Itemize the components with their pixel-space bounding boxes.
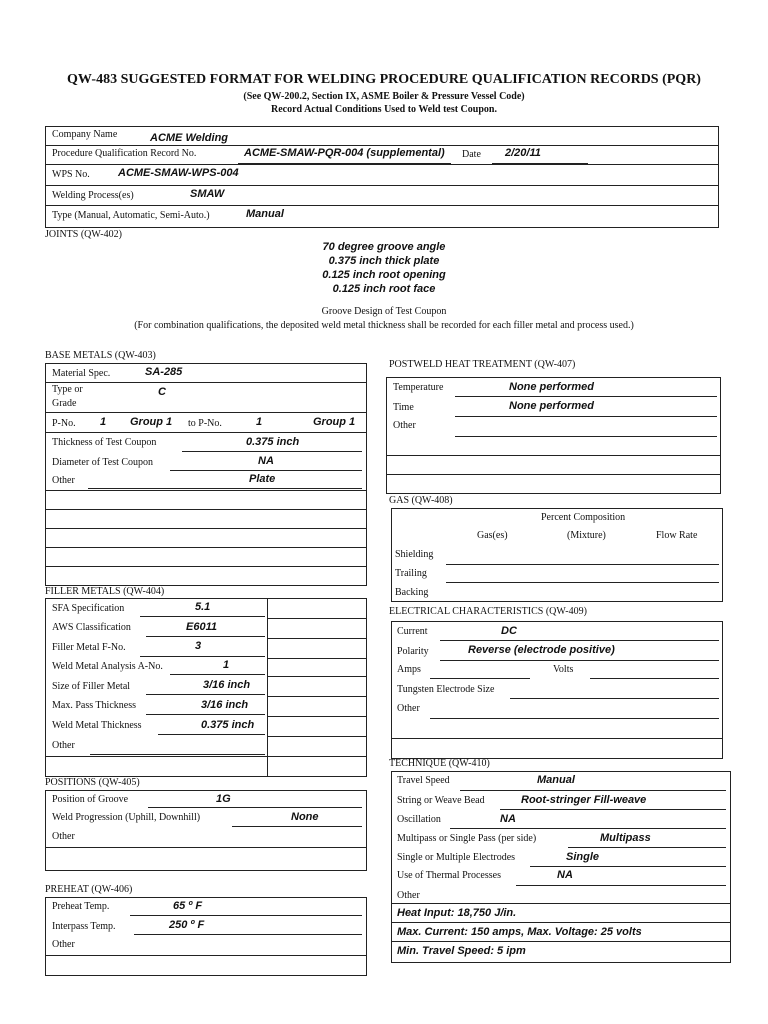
aws-label: AWS Classification xyxy=(52,622,131,633)
heat-input-value[interactable]: Heat Input: 18,750 J/in. xyxy=(397,907,517,919)
wps-value[interactable]: ACME-SMAW-WPS-004 xyxy=(118,167,239,179)
max-pass-label: Max. Pass Thickness xyxy=(52,700,136,711)
company-value[interactable]: ACME Welding xyxy=(150,132,229,144)
travel-speed-value[interactable]: Manual xyxy=(537,774,575,786)
amps-label: Amps xyxy=(397,664,421,675)
base-metals-heading: BASE METALS (QW-403) xyxy=(45,350,156,361)
preheat-heading: PREHEAT (QW-406) xyxy=(45,884,133,895)
form-title: QW-483 SUGGESTED FORMAT FOR WELDING PROCEDURE QUALIFICATION RECORDS (PQR) xyxy=(67,72,701,87)
form-subtitle: (See QW-200.2, Section IX, ASME Boiler & Pressure Vessel Code) xyxy=(243,91,525,102)
filler-heading: FILLER METALS (QW-404) xyxy=(45,586,165,597)
coupon-thickness-label: Thickness of Test Coupon xyxy=(52,437,157,448)
date-label: Date xyxy=(462,149,481,160)
material-spec-label: Material Spec. xyxy=(52,368,111,379)
polarity-value[interactable]: Reverse (electrode positive) xyxy=(468,644,615,656)
interpass-temp-label: Interpass Temp. xyxy=(52,921,116,932)
gas-shielding-label: Shielding xyxy=(395,549,434,560)
progression-label: Weld Progression (Uphill, Downhill) xyxy=(52,812,201,823)
aws-value[interactable]: E6011 xyxy=(186,621,217,633)
gas-backing-label: Backing xyxy=(395,587,429,598)
groove-caption: Groove Design of Test Coupon xyxy=(321,306,447,317)
pno-value[interactable]: 1 xyxy=(100,416,107,428)
material-spec-value[interactable]: SA-285 xyxy=(145,366,183,378)
preheat-other-label: Other xyxy=(52,939,75,950)
sfa-value[interactable]: 5.1 xyxy=(195,601,211,613)
joint-line-1: 70 degree groove angle xyxy=(322,241,446,253)
coupon-diameter-value[interactable]: NA xyxy=(258,455,274,467)
gas-heading: GAS (QW-408) xyxy=(389,495,453,506)
oscillation-label: Oscillation xyxy=(397,814,441,825)
multipass-label: Multipass or Single Pass (per side) xyxy=(397,833,537,844)
max-pass-value[interactable]: 3/16 inch xyxy=(201,699,249,711)
oscillation-value[interactable]: NA xyxy=(500,813,516,825)
joints-heading: JOINTS (QW-402) xyxy=(45,229,122,240)
pqr-label: Procedure Qualification Record No. xyxy=(52,148,197,159)
max-current-value[interactable]: Max. Current: 150 amps, Max. Voltage: 25 volts xyxy=(397,926,642,938)
filler-other-label: Other xyxy=(52,740,75,751)
groove-position-label: Position of Groove xyxy=(52,794,129,805)
electrical-other-label: Other xyxy=(397,703,420,714)
fno-label: Filler Metal F-No. xyxy=(52,642,126,653)
gas-col-mixture: (Mixture) xyxy=(567,530,606,541)
preheat-temp-label: Preheat Temp. xyxy=(52,901,110,912)
electrical-heading: ELECTRICAL CHARACTERISTICS (QW-409) xyxy=(389,606,587,617)
combination-note: (For combination qualifications, the deposited weld metal thickness shall be recorded for each filler metal and process used.) xyxy=(134,320,634,331)
positions-other-label: Other xyxy=(52,831,75,842)
progression-value[interactable]: None xyxy=(291,811,319,823)
thermal-value[interactable]: NA xyxy=(557,869,573,881)
process-value[interactable]: SMAW xyxy=(190,188,225,200)
bead-value[interactable]: Root-stringer Fill-weave xyxy=(521,794,647,806)
current-value[interactable]: DC xyxy=(501,625,517,637)
to-pno-label: to P-No. xyxy=(188,418,222,429)
base-other-label: Other xyxy=(52,475,75,486)
form-instruction: Record Actual Conditions Used to Weld test Coupon. xyxy=(271,104,497,115)
groove-position-value[interactable]: 1G xyxy=(216,793,231,805)
joint-line-3: 0.125 inch root opening xyxy=(322,269,446,281)
pqr-value[interactable]: ACME-SMAW-PQR-004 (supplemental) xyxy=(244,147,445,159)
pwht-other-label: Other xyxy=(393,420,416,431)
group1-value[interactable]: Group 1 xyxy=(130,416,173,428)
weld-thickness-value[interactable]: 0.375 inch xyxy=(201,719,255,731)
process-label: Welding Process(es) xyxy=(52,190,134,201)
coupon-diameter-label: Diameter of Test Coupon xyxy=(52,457,154,468)
sfa-label: SFA Specification xyxy=(52,603,125,614)
base-metals-box xyxy=(45,363,367,586)
type-grade-label-2: Grade xyxy=(52,398,77,409)
volts-label: Volts xyxy=(553,664,574,675)
electrodes-value[interactable]: Single xyxy=(566,851,600,863)
technique-heading: TECHNIQUE (QW-410) xyxy=(389,758,490,769)
wps-label: WPS No. xyxy=(52,169,90,180)
type-label: Type (Manual, Automatic, Semi-Auto.) xyxy=(52,210,210,221)
weld-thickness-label: Weld Metal Thickness xyxy=(52,720,142,731)
gas-percent-composition: Percent Composition xyxy=(541,512,626,523)
fno-value[interactable]: 3 xyxy=(195,640,202,652)
gas-trailing-label: Trailing xyxy=(395,568,427,579)
pwht-time-value[interactable]: None performed xyxy=(509,400,594,412)
type-grade-label: Type or xyxy=(52,384,83,395)
preheat-temp-value[interactable]: 65 º F xyxy=(173,900,203,912)
thermal-label: Use of Thermal Processes xyxy=(397,870,501,881)
filler-size-label: Size of Filler Metal xyxy=(52,681,131,692)
pno-label: P-No. xyxy=(52,418,76,429)
to-pno-value[interactable]: 1 xyxy=(256,416,263,428)
pwht-time-label: Time xyxy=(393,402,414,413)
tungsten-label: Tungsten Electrode Size xyxy=(397,684,495,695)
pwht-temp-label: Temperature xyxy=(393,382,444,393)
joint-line-4: 0.125 inch root face xyxy=(332,283,436,295)
gas-col-gases: Gas(es) xyxy=(477,530,508,541)
current-label: Current xyxy=(397,626,428,637)
interpass-temp-value[interactable]: 250 º F xyxy=(169,919,205,931)
technique-other-label: Other xyxy=(397,890,420,901)
filler-size-value[interactable]: 3/16 inch xyxy=(203,679,251,691)
group2-value[interactable]: Group 1 xyxy=(313,416,356,428)
electrodes-label: Single or Multiple Electrodes xyxy=(397,852,516,863)
travel-speed-label: Travel Speed xyxy=(397,775,450,786)
type-value[interactable]: Manual xyxy=(246,208,284,220)
polarity-label: Polarity xyxy=(397,646,429,657)
pwht-temp-value[interactable]: None performed xyxy=(509,381,594,393)
pwht-heading: POSTWELD HEAT TREATMENT (QW-407) xyxy=(389,359,576,370)
date-value[interactable]: 2/20/11 xyxy=(505,147,541,159)
min-travel-speed-value[interactable]: Min. Travel Speed: 5 ipm xyxy=(397,945,526,957)
base-other-value[interactable]: Plate xyxy=(249,473,276,485)
company-label: Company Name xyxy=(52,129,118,140)
gas-col-flow: Flow Rate xyxy=(656,530,698,541)
ano-label: Weld Metal Analysis A-No. xyxy=(52,661,163,672)
type-grade-value[interactable]: C xyxy=(158,386,166,398)
positions-heading: POSITIONS (QW-405) xyxy=(45,777,140,788)
ano-value[interactable]: 1 xyxy=(223,659,230,671)
multipass-value[interactable]: Multipass xyxy=(600,832,651,844)
bead-label: String or Weave Bead xyxy=(397,795,485,806)
joint-line-2: 0.375 inch thick plate xyxy=(328,255,440,267)
coupon-thickness-value[interactable]: 0.375 inch xyxy=(246,436,300,448)
